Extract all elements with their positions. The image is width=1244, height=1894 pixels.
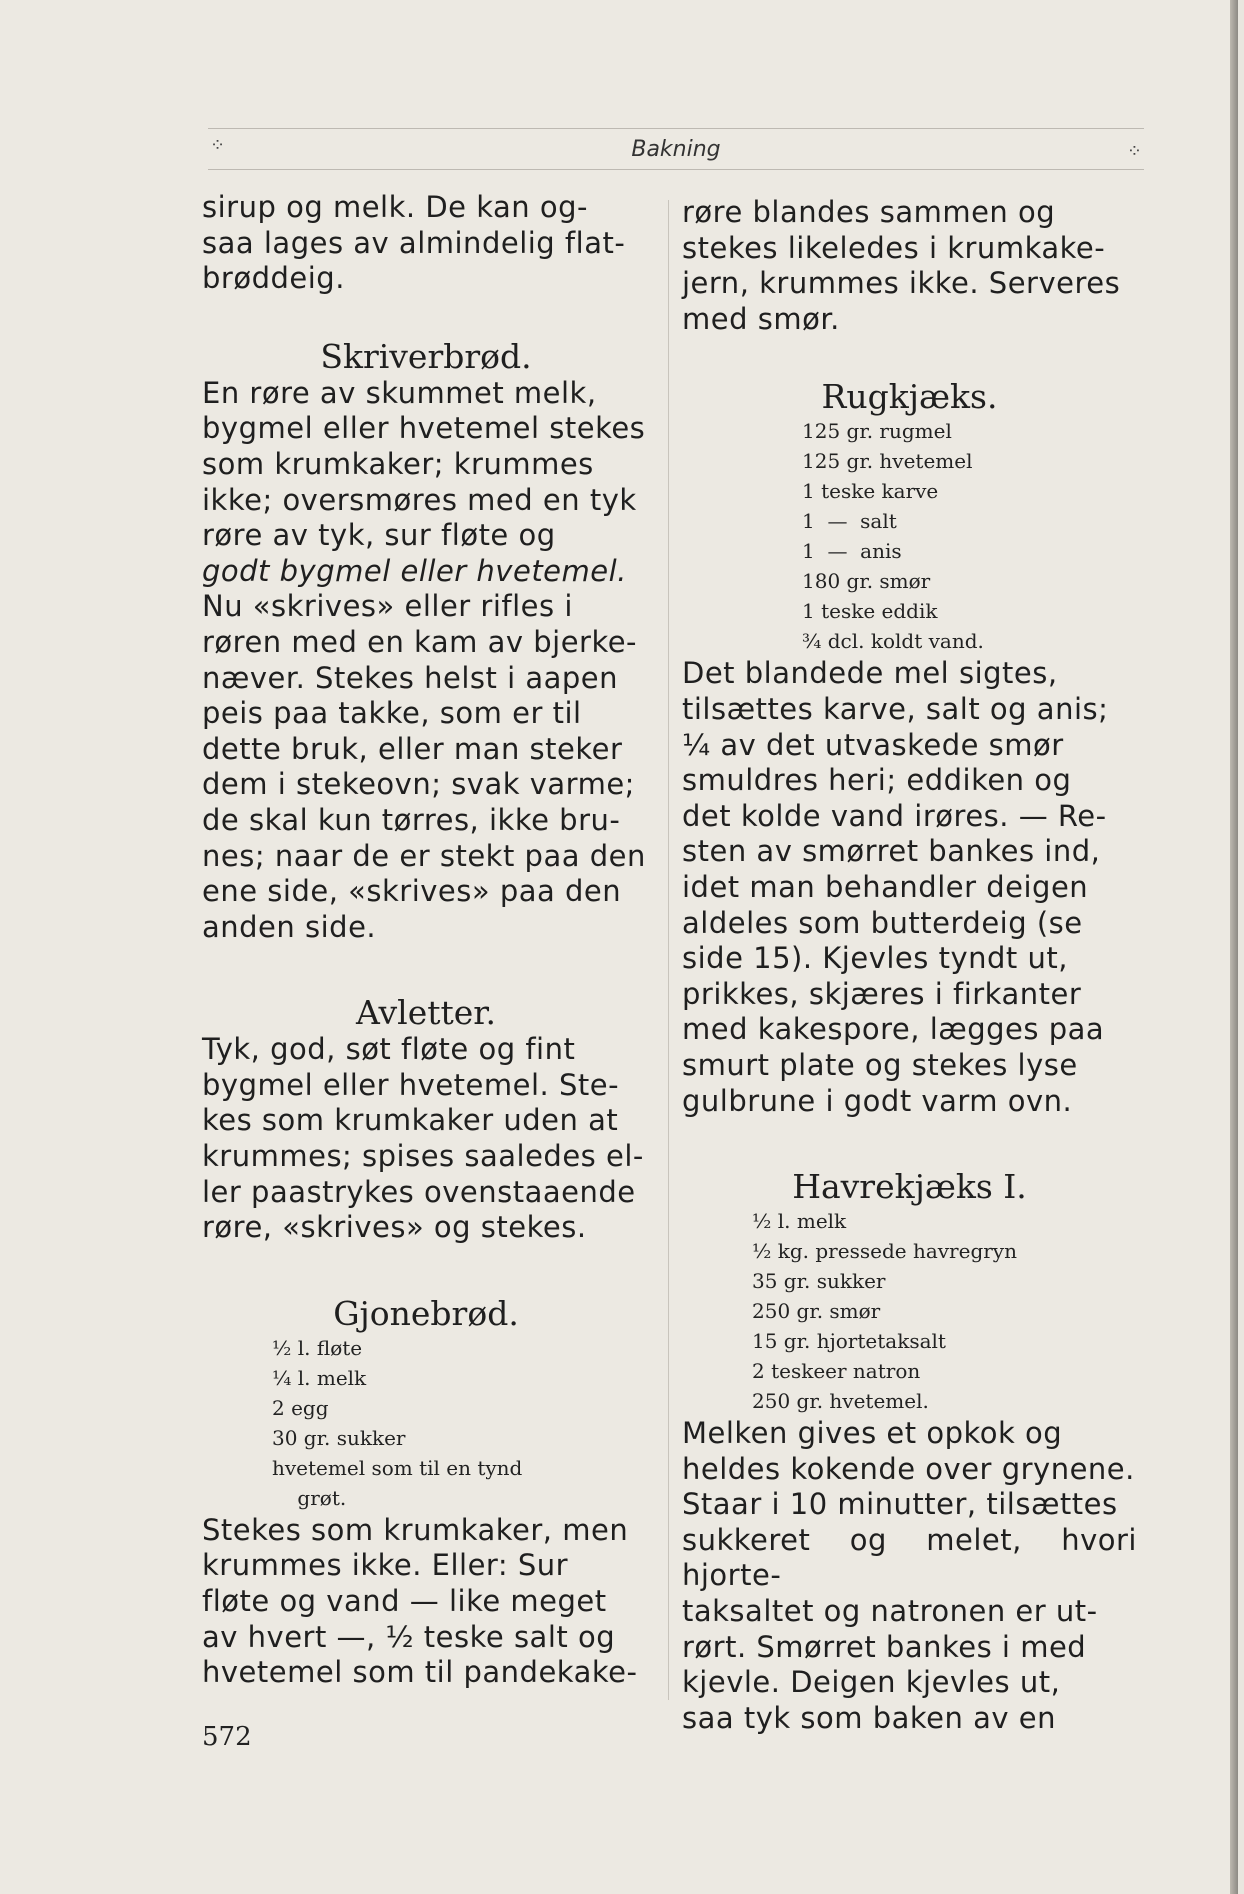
text-line: godt bygmel eller hvetemel. xyxy=(202,553,627,588)
text-line: En røre av skummet melk, xyxy=(202,375,597,410)
ingredient-item: 15 gr. hjortetaksalt xyxy=(752,1329,946,1354)
text-line: rørt. Smørret bankes i med xyxy=(682,1629,1087,1664)
text-line: som krumkaker; krummes xyxy=(202,446,594,481)
text-line: saa lages av almindelig flat- xyxy=(202,225,626,260)
recipe-title-avletter: Avletter. xyxy=(356,993,496,1033)
text-line: sten av smørret bankes ind, xyxy=(682,834,1101,869)
page-binding-edge xyxy=(1230,0,1238,1894)
right-column xyxy=(682,195,1137,1736)
ornament-left-icon: ⁘ xyxy=(210,135,226,156)
text-line: røren med en kam av bjerke- xyxy=(202,624,638,659)
text-line: ler paastrykes ovenstaaende xyxy=(202,1174,636,1209)
text-line: fløte og vand — like meget xyxy=(202,1584,607,1619)
text-line: anden side. xyxy=(202,909,377,944)
ingredient-item: 250 gr. smør xyxy=(752,1299,881,1324)
recipe-body-rugkjaeks xyxy=(682,656,1137,1119)
column-divider xyxy=(668,200,669,1700)
ingredient-item: grøt. xyxy=(272,1485,347,1510)
text-line: bygmel eller hvetemel. Ste- xyxy=(202,1067,620,1102)
text-line: prikkes, skjæres i firkanter xyxy=(682,976,1082,1011)
ingredient-item: 2 teskeer natron xyxy=(752,1359,921,1384)
text-line: røre blandes sammen og xyxy=(682,195,1056,229)
text-line: brøddeig. xyxy=(202,261,345,296)
text-line: krummes ikke. Eller: Sur xyxy=(202,1548,569,1583)
left-column xyxy=(202,190,650,1691)
recipe-body-avletter xyxy=(202,1032,650,1246)
ingredient-item: 30 gr. sukker xyxy=(272,1425,406,1450)
ingredient-item: 250 gr. hvetemel. xyxy=(752,1389,929,1414)
ingredient-item: ½ l. fløte xyxy=(272,1335,363,1360)
text-line: næver. Stekes helst i aapen xyxy=(202,660,619,695)
text-line: smurt plate og stekes lyse xyxy=(682,1047,1078,1082)
text-line: det kolde vand irøres. — Re- xyxy=(682,798,1107,833)
text-line: bygmel eller hvetemel stekes xyxy=(202,411,646,446)
ingredient-item: hvetemel som til en tynd xyxy=(272,1455,523,1480)
ingredient-item: ¾ dcl. koldt vand. xyxy=(802,629,984,654)
text-line: ikke; oversmøres med en tyk xyxy=(202,482,637,517)
text-line: nes; naar de er stekt paa den xyxy=(202,838,646,873)
ingredient-list-rugkjaeks xyxy=(802,416,1137,656)
text-line: side 15). Kjevles tyndt ut, xyxy=(682,941,1068,976)
ornament-right-icon: ⁘ xyxy=(1126,141,1142,162)
text-line: røre av tyk, sur fløte og xyxy=(202,518,556,553)
text-line: tilsættes karve, salt og anis; xyxy=(682,691,1109,726)
recipe-title-skriverbrod: Skriverbrød. xyxy=(320,336,532,376)
recipe-title-gjonebrod: Gjonebrød. xyxy=(333,1293,519,1333)
text-line: gulbrune i godt varm ovn. xyxy=(682,1083,1073,1118)
text-line: ¼ av det utvaskede smør xyxy=(682,727,1064,762)
ingredient-item: 35 gr. sukker xyxy=(752,1269,886,1294)
ingredient-item: 180 gr. smør xyxy=(802,569,931,594)
ingredient-list-gjonebrod xyxy=(272,1333,650,1513)
text-line: Det blandede mel sigtes, xyxy=(682,656,1058,691)
text-line: dem i stekeovn; svak varme; xyxy=(202,767,635,802)
text-line: Melken gives et opkok og xyxy=(682,1416,1063,1451)
text-line: med smør. xyxy=(682,301,840,336)
ingredient-item: 125 gr. hvetemel xyxy=(802,449,973,474)
text-line: taksaltet og natronen er ut- xyxy=(682,1594,1098,1629)
text-line: Stekes som krumkaker, men xyxy=(202,1512,629,1547)
text-line: kes som krumkaker uden at xyxy=(202,1103,619,1138)
text-line: aldeles som butterdeig (se xyxy=(682,905,1083,940)
text-line: heldes kokende over grynene. xyxy=(682,1451,1135,1486)
text-line: Staar i 10 minutter, tilsættes xyxy=(682,1487,1118,1522)
ingredient-item: 2 egg xyxy=(272,1395,329,1420)
running-head-title: Bakning xyxy=(631,137,721,162)
text-line: sukkeret og melet, hvori hjorte- xyxy=(682,1522,1137,1593)
text-line: saa tyk som baken av en xyxy=(682,1700,1056,1735)
ingredient-item: 1 teske eddik xyxy=(802,599,938,624)
text-line: krummes; spises saaledes el- xyxy=(202,1139,644,1174)
text-line: jern, krummes ikke. Serveres xyxy=(682,266,1121,301)
recipe-title-havrekjaeks: Havrekjæks I. xyxy=(792,1167,1027,1207)
text-line: peis paa takke, som er til xyxy=(202,696,582,731)
text-line: sirup og melk. De kan og- xyxy=(202,190,589,224)
text-line: idet man behandler deigen xyxy=(682,869,1089,904)
ingredient-item: ½ l. melk xyxy=(752,1209,847,1234)
text-line: med kakespore, lægges paa xyxy=(682,1012,1105,1047)
text-line: de skal kun tørres, ikke bru- xyxy=(202,802,621,837)
text-line: kjevle. Deigen kjevles ut, xyxy=(682,1665,1061,1700)
running-header xyxy=(208,128,1144,170)
text-line: røre, «skrives» og stekes. xyxy=(202,1210,587,1245)
ingredient-item: 1 — salt xyxy=(802,509,897,534)
ingredient-item: ¼ l. melk xyxy=(272,1365,367,1390)
ingredient-item: ½ kg. pressede havregryn xyxy=(752,1239,1017,1264)
recipe-body-skriverbrod xyxy=(202,376,650,946)
text-line: smuldres heri; eddiken og xyxy=(682,763,1072,798)
text-line: ene side, «skrives» paa den xyxy=(202,874,622,909)
text-line: Tyk, god, søt fløte og fint xyxy=(202,1032,576,1067)
text-line: stekes likeledes i krumkake- xyxy=(682,230,1106,265)
text-line: av hvert —, ½ teske salt og xyxy=(202,1619,616,1654)
ingredient-item: 125 gr. rugmel xyxy=(802,419,952,444)
text-line: hvetemel som til pandekake- xyxy=(202,1655,638,1690)
ingredient-item: 1 — anis xyxy=(802,539,902,564)
recipe-body-havrekjaeks xyxy=(682,1416,1137,1736)
text-line: Nu «skrives» eller rifles i xyxy=(202,589,573,624)
text-line: dette bruk, eller man steker xyxy=(202,731,623,766)
recipe-body-gjonebrod xyxy=(202,1513,650,1691)
ingredient-item: 1 teske karve xyxy=(802,479,939,504)
page-number: 572 xyxy=(202,1722,252,1752)
ingredient-list-havrekjaeks xyxy=(752,1206,1137,1416)
recipe-title-rugkjaeks: Rugkjæks. xyxy=(821,377,998,417)
